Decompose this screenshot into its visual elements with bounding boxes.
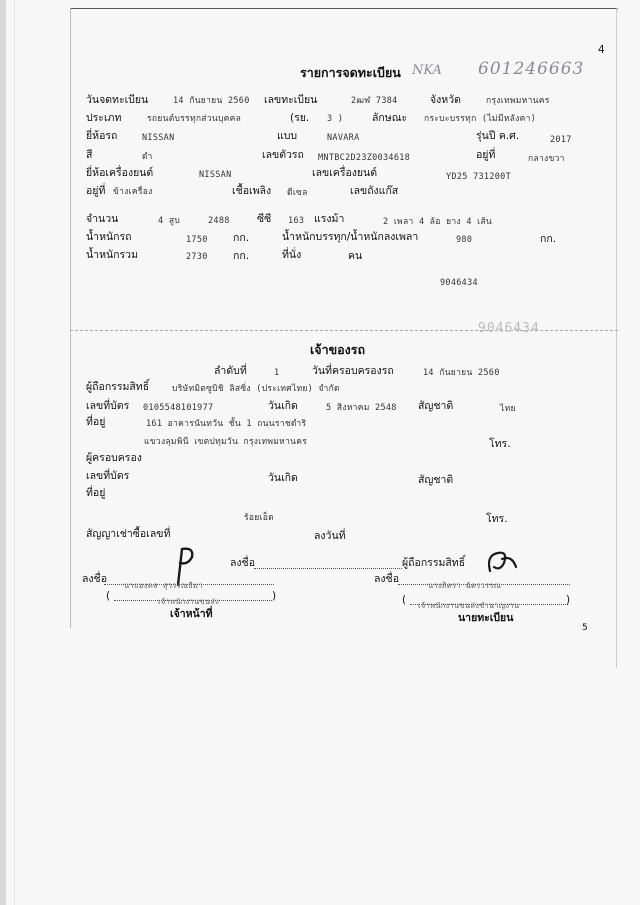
id-label: เลขที่บัตร [86, 400, 130, 412]
order-value: 1 [274, 368, 280, 378]
engine-no-value: YD25 731200T [446, 172, 512, 182]
sign-label-1: ลงชื่อ [230, 557, 255, 569]
chassis-label: เลขตัวรถ [262, 149, 304, 161]
serial-faded: 9046434 [478, 321, 540, 336]
registrar-position: เจ้าพนักงานขนส่งชำนาญงาน [418, 601, 520, 610]
page-number-bottom: 5 [582, 623, 588, 633]
id2-label: เลขที่บัตร [86, 470, 130, 482]
phone2-label: โทร. [486, 513, 508, 525]
plate-label: เลขทะเบียน [264, 94, 318, 106]
nationality-value: ไทย [500, 404, 516, 414]
occupant-label: ผู้ครอบครอง [86, 452, 142, 464]
weight-label: น้ำหนักรถ [86, 231, 132, 243]
province-label: จังหวัด [430, 94, 461, 106]
chassis-value: MNTBC2D23Z0034618 [318, 153, 411, 163]
total-value: 2730 [186, 252, 208, 262]
birth-value: 5 สิงหาคม 2548 [326, 403, 397, 413]
province-value: กรุงเทพมหานคร [486, 96, 550, 106]
holder-sign-label: ผู้ถือกรรมสิทธิ์ [402, 557, 466, 569]
address2-value: ร้อยเอ็ด [244, 513, 274, 523]
owner-title: เจ้าของรถ [310, 342, 366, 357]
nationality2-label: สัญชาติ [418, 474, 454, 486]
officer-name: นายมงคล สุวรรณธีมา [124, 581, 203, 590]
paren-open-2: ( [402, 594, 407, 606]
location2-value: ข้างเครื่อง [113, 187, 153, 197]
paren-close-2: ) [566, 594, 571, 606]
color-value: ดำ [142, 152, 153, 162]
plate-value: 2ฒฬ 7384 [351, 96, 398, 106]
holder-label: ผู้ถือกรรมสิทธิ์ [86, 381, 150, 393]
address-line2: แขวงลุมพินี เขตปทุมวัน กรุงเทพมหานคร [144, 437, 308, 447]
kg-unit-1: กก. [233, 232, 250, 244]
birth-label: วันเกิด [268, 400, 298, 412]
page-right-border [616, 8, 617, 668]
axle-value: 2 เพลา 4 ล้อ ยาง 4 เส้น [383, 217, 492, 227]
character-label: ลักษณะ [372, 112, 408, 124]
rs-value: 3 ) [327, 114, 344, 124]
sign-line-1 [254, 568, 402, 569]
handwritten-number: 601246663 [478, 59, 585, 79]
type-value: รถยนต์บรรทุกส่วนบุคคล [147, 114, 242, 124]
weight-value: 1750 [186, 235, 208, 245]
nationality-label: สัญชาติ [418, 400, 454, 412]
location1-label: อยู่ที่ [476, 149, 496, 161]
model-value: NAVARA [327, 133, 360, 143]
paren-close-1: ) [272, 590, 277, 602]
location2-label: อยู่ที่ [86, 185, 106, 197]
type-label: ประเภท [86, 112, 122, 124]
load-label: น้ำหนักบรรทุก/น้ำหนักลงเพลา [282, 231, 419, 243]
registration-title: รายการจดทะเบียน [300, 65, 401, 80]
reg-date-value: 14 กันยายน 2560 [173, 96, 250, 106]
phone-label: โทร. [489, 438, 511, 450]
engine-brand-value: NISSAN [199, 170, 232, 180]
possess-date-label: วันที่ครอบครองรถ [312, 365, 394, 377]
possess-date-value: 14 กันยายน 2560 [423, 368, 500, 378]
paren-open-1: ( [106, 590, 111, 602]
fuel-label: เชื้อเพลิง [232, 185, 272, 197]
sign-label-3: ลงชื่อ [374, 573, 399, 585]
handwritten-tag: NKA [412, 63, 442, 78]
year-value: 2017 [550, 135, 572, 145]
reg-date-label: วันจดทะเบียน [86, 94, 149, 106]
year-label: รุ่นปี ค.ศ. [476, 130, 520, 142]
registrar-name: นางสิตรา ฉัตรวรรณ [428, 581, 501, 590]
brand-value: NISSAN [142, 133, 175, 143]
address-line1: 161 อาคารนันทวัน ชั้น 1 ถนนราชดำริ [146, 419, 307, 429]
fuel-value: ดีเซล [287, 188, 308, 198]
location1-value: กลางขวา [528, 154, 565, 164]
seats-unit: คน [348, 250, 363, 262]
kg-unit-3: กก. [233, 250, 250, 262]
holder-value: บริษัทมิตซูบิชิ ลิสซิ่ง (ประเทศไทย) จำกัด [172, 384, 340, 394]
total-label: น้ำหนักรวม [86, 249, 138, 261]
brand-label: ยี่ห้อรถ [86, 130, 118, 142]
sign-label-2: ลงชื่อ [82, 573, 107, 585]
address2-label: ที่อยู่ [86, 487, 106, 499]
kg-unit-2: กก. [540, 233, 557, 245]
character-value: กระบะบรรทุก (ไม่มีหลังคา) [424, 114, 537, 124]
registrar-signature [482, 545, 522, 579]
cc-label: ซีซี [257, 213, 272, 225]
count-label: จำนวน [86, 213, 119, 225]
hp-value: 163 [288, 216, 305, 226]
officer-title: เจ้าหน้าที่ [170, 608, 213, 620]
address-label: ที่อยู่ [86, 416, 106, 428]
load-value: 980 [456, 235, 473, 245]
page-number-top: 4 [598, 44, 605, 56]
order-label: ลำดับที่ [214, 365, 247, 377]
registrar-title: นายทะเบียน [458, 612, 514, 624]
lease-date-label: ลงวันที่ [314, 530, 346, 542]
gas-tank-label: เลขถังแก๊ส [350, 185, 399, 197]
scan-edge-line [14, 0, 15, 905]
page-left-border [70, 8, 71, 628]
id-value: 0105548101977 [143, 403, 214, 413]
cylinders-value: 4 สูบ [158, 216, 181, 226]
page-top-border [70, 8, 618, 9]
engine-no-label: เลขเครื่องยนต์ [312, 167, 378, 179]
engine-brand-label: ยี่ห้อเครื่องยนต์ [86, 167, 154, 179]
scan-edge [0, 0, 6, 905]
rs-label: (รย. [290, 112, 310, 124]
serial-number: 9046434 [440, 278, 478, 288]
color-label: สี [86, 149, 93, 161]
seats-label: ที่นั่ง [282, 249, 302, 261]
hp-label: แรงม้า [314, 213, 345, 225]
cc-value: 2488 [208, 216, 230, 226]
lease-label: สัญญาเช่าซื้อเลขที่ [86, 528, 171, 540]
birth2-label: วันเกิด [268, 472, 298, 484]
model-label: แบบ [277, 130, 298, 142]
officer-position: เจ้าพนักงานขนส่ง [158, 597, 220, 606]
